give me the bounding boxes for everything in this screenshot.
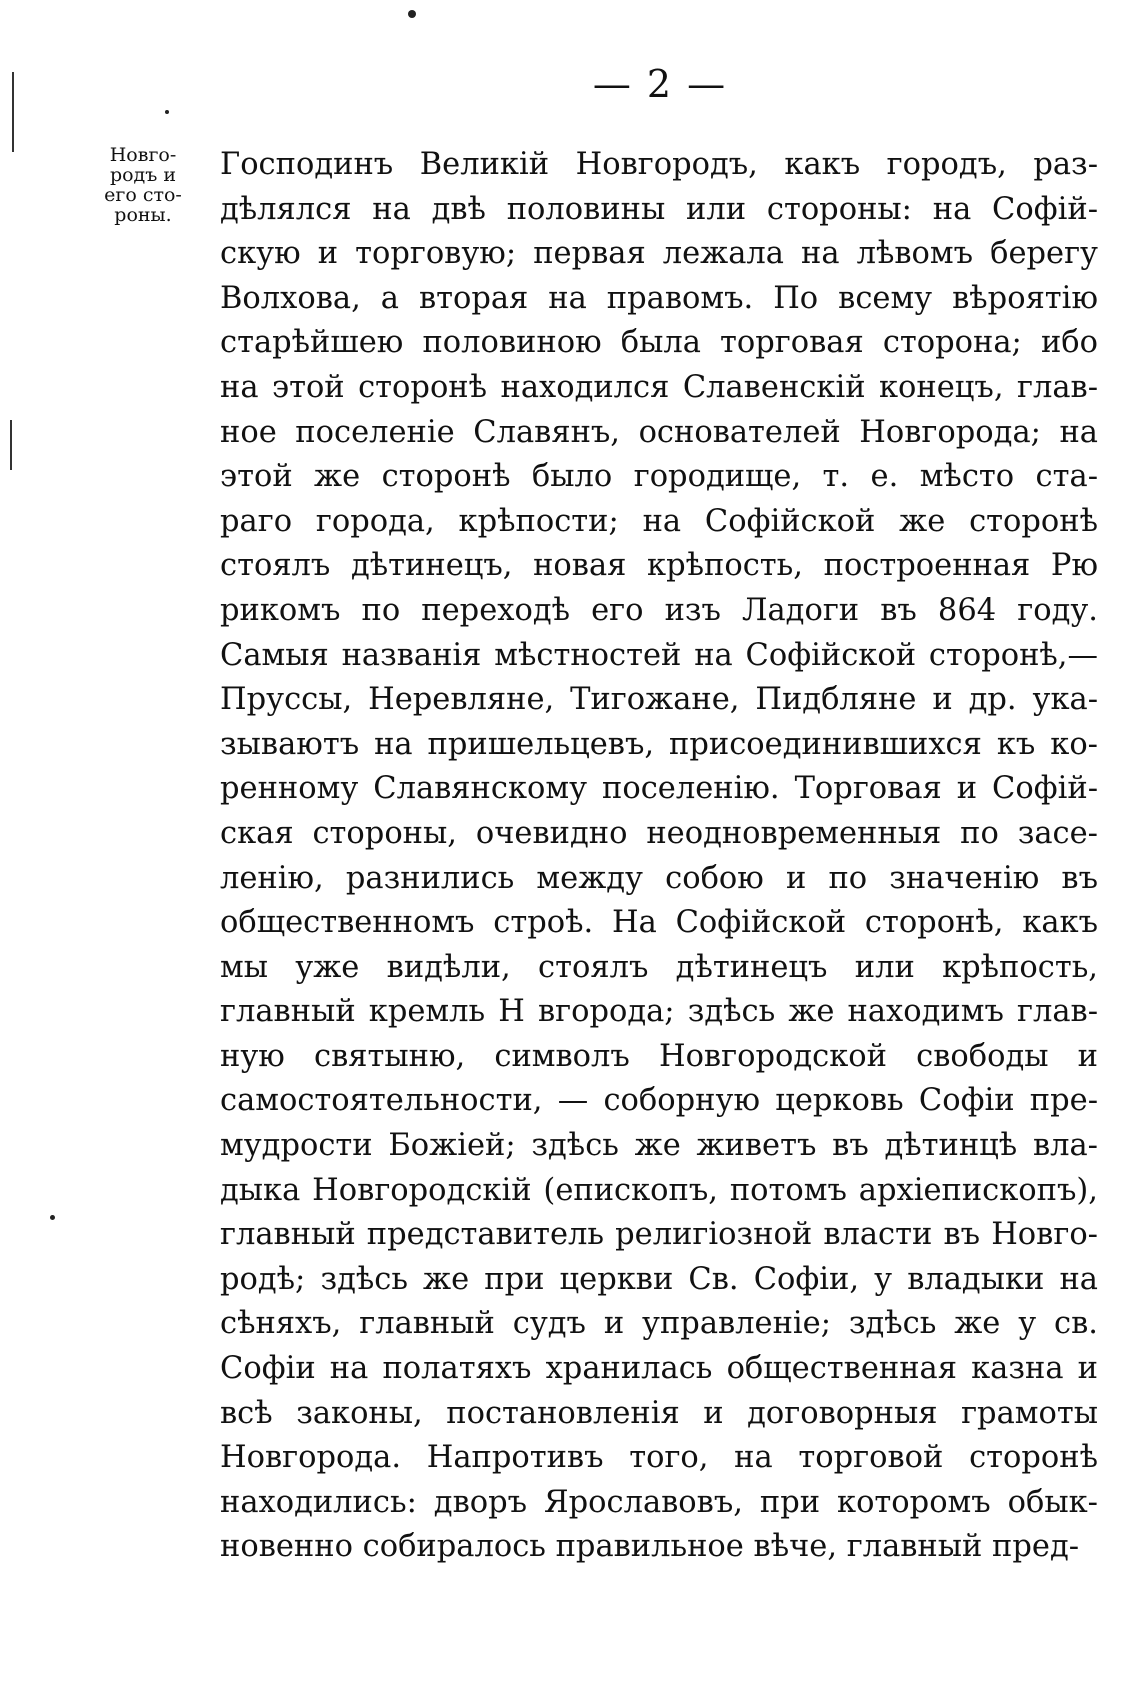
text-line: дѣлялся на двѣ половины или стороны: на Софій- (220, 191, 1098, 227)
text-line: скую и торговую; первая лежала на лѣвомъ берегу (220, 236, 1098, 272)
text-line: на этой сторонѣ находился Славенскій конецъ, глав- (220, 369, 1098, 405)
text-line: ренному Славянскому поселенію. Торговая и Софій- (220, 771, 1098, 807)
text-line: зываютъ на пришельцевъ, присоединившихся къ ко- (220, 726, 1098, 762)
margin-note-line: роны. (114, 204, 172, 226)
margin-note (88, 145, 198, 225)
text-line: главный представитель религіозной власти въ Новго- (220, 1217, 1098, 1253)
text-line: ную святыню, символъ Новгородской свободы и (220, 1038, 1098, 1074)
text-line: Новгорода. Напротивъ того, на торговой сторонѣ (220, 1440, 1098, 1476)
margin-note-line: родъ и (109, 164, 177, 186)
text-line: рикомъ по переходѣ его изъ Ладоги въ 864 году. (220, 592, 1098, 628)
text-line: Самыя названія мѣстностей на Софійской сторонѣ,— (220, 637, 1098, 673)
ink-speck (50, 1215, 55, 1220)
text-line: всѣ законы, постановленія и договорныя грамоты (220, 1395, 1098, 1431)
text-line: ленію, разнились между собою и по значенію въ (220, 860, 1098, 896)
ink-speck (165, 110, 169, 114)
margin-note-line: Новго- (109, 144, 177, 166)
text-line: находились: дворъ Ярославовъ, при которомъ обык- (220, 1484, 1098, 1520)
text-line: дыка Новгородскій (епископъ, потомъ архіепископъ), (220, 1172, 1098, 1208)
text-line: стоялъ дѣтинецъ, новая крѣпость, построенная Рю (220, 548, 1098, 584)
margin-mark (10, 420, 12, 470)
page-number: — 2 — (592, 62, 728, 106)
text-line: Пруссы, Неревляне, Тигожане, Пидбляне и др. ука- (220, 682, 1098, 718)
text-line: этой же сторонѣ было городище, т. е. мѣсто ста- (220, 459, 1098, 495)
text-line: Волхова, а вторая на правомъ. По всему вѣроятію (220, 280, 1098, 316)
text-line: родѣ; здѣсь же при церкви Св. Софіи, у владыки на (220, 1261, 1098, 1297)
text-line: сѣняхъ, главный судъ и управленіе; здѣсь же у св. (220, 1306, 1098, 1342)
text-line: ное поселеніе Славянъ, основателей Новгорода; на (220, 414, 1098, 450)
text-line: ская стороны, очевидно неодновременныя по засе- (220, 815, 1098, 851)
margin-note-line: его сто- (104, 184, 182, 206)
body-text (220, 143, 1098, 1570)
ink-speck (408, 10, 416, 18)
text-line: самостоятельности, — соборную церковь Софіи пре- (220, 1083, 1098, 1119)
text-line: мы уже видѣли, стоялъ дѣтинецъ или крѣпость, (220, 949, 1098, 985)
text-line: главный кремль Н вгорода; здѣсь же находимъ глав- (220, 994, 1098, 1030)
text-line: Софіи на полатяхъ хранилась общественная казна и (220, 1351, 1098, 1387)
text-line: раго города, крѣпости; на Софійской же сторонѣ (220, 503, 1098, 539)
text-line: Господинъ Великій Новгородъ, какъ городъ, раз- (220, 147, 1098, 182)
text-line: новенно собиралось правильное вѣче, главный пред- (220, 1529, 1080, 1565)
text-line: старѣйшею половиною была торговая сторона; ибо (220, 325, 1098, 361)
text-line: мудрости Божіей; здѣсь же живетъ въ дѣтинцѣ вла- (220, 1128, 1098, 1164)
margin-mark (12, 72, 14, 152)
text-line: общественномъ строѣ. На Софійской сторонѣ, какъ (220, 905, 1098, 941)
